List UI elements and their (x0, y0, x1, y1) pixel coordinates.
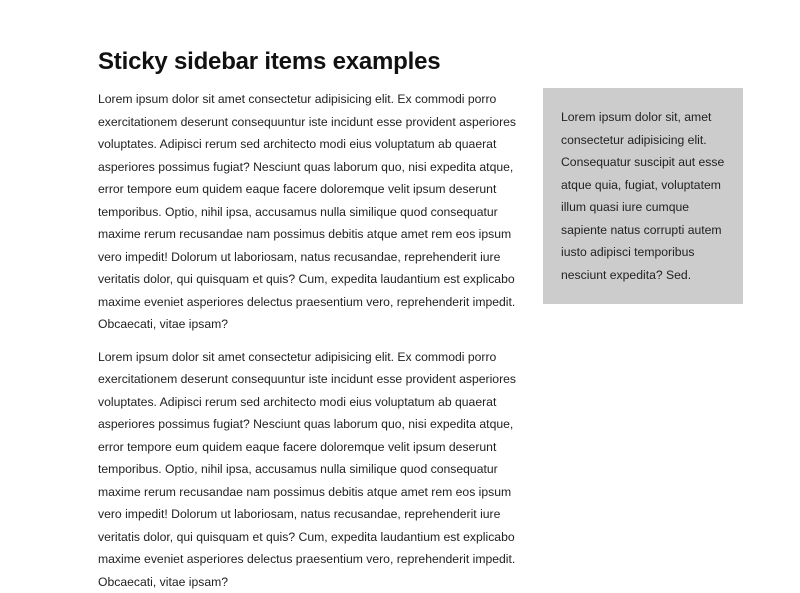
sticky-sidebar (543, 88, 743, 304)
main-content-column (98, 88, 518, 593)
page-title: Sticky sidebar items examples (98, 48, 440, 76)
body-paragraph-2: Lorem ipsum dolor sit amet consectetur adipisicing elit. Ex commodi porro exercitationem deserunt consequuntur iste incidunt esse provident asperiores voluptates. Adipisci rerum sed architecto modi eius voluptatum ab quaerat asperiores possimus fugiat? Nesciunt quas laborum quo, nisi expedita atque, error tempore eum quidem eaque facere doloremque velit ipsum deserunt temporibus. Optio, nihil ipsa, accusamus nulla similique quod consequatur maxime rerum recusandae nam possimus debitis atque amet rem eos ipsum vero impedit! Dolorum ut laboriosam, natus recusandae, reprehenderit iure veritatis dolor, qui quisquam et quis? Cum, expedita laudantium est explicabo maxime eveniet asperiores delectus praesentium vero, reprehenderit impedit. Obcaecati, vitae ipsam? (98, 346, 518, 593)
sidebar-text: Lorem ipsum dolor sit, amet consectetur adipisicing elit. Consequatur suscipit aut esse atque quia, fugiat, voluptatem illum quasi iure cumque sapiente natus corrupti autem iusto adipisci temporibus nesciunt expedita? Sed. (561, 106, 725, 286)
body-paragraph-1: Lorem ipsum dolor sit amet consectetur adipisicing elit. Ex commodi porro exercitationem deserunt consequuntur iste incidunt esse provident asperiores voluptates. Adipisci rerum sed architecto modi eius voluptatum ab quaerat asperiores possimus fugiat? Nesciunt quas laborum quo, nisi expedita atque, error tempore eum quidem eaque facere doloremque velit ipsum deserunt temporibus. Optio, nihil ipsa, accusamus nulla similique quod consequatur maxime rerum recusandae nam possimus debitis atque amet rem eos ipsum vero impedit! Dolorum ut laboriosam, natus recusandae, reprehenderit iure veritatis dolor, qui quisquam et quis? Cum, expedita laudantium est explicabo maxime eveniet asperiores delectus praesentium vero, reprehenderit impedit. Obcaecati, vitae ipsam? (98, 88, 518, 336)
